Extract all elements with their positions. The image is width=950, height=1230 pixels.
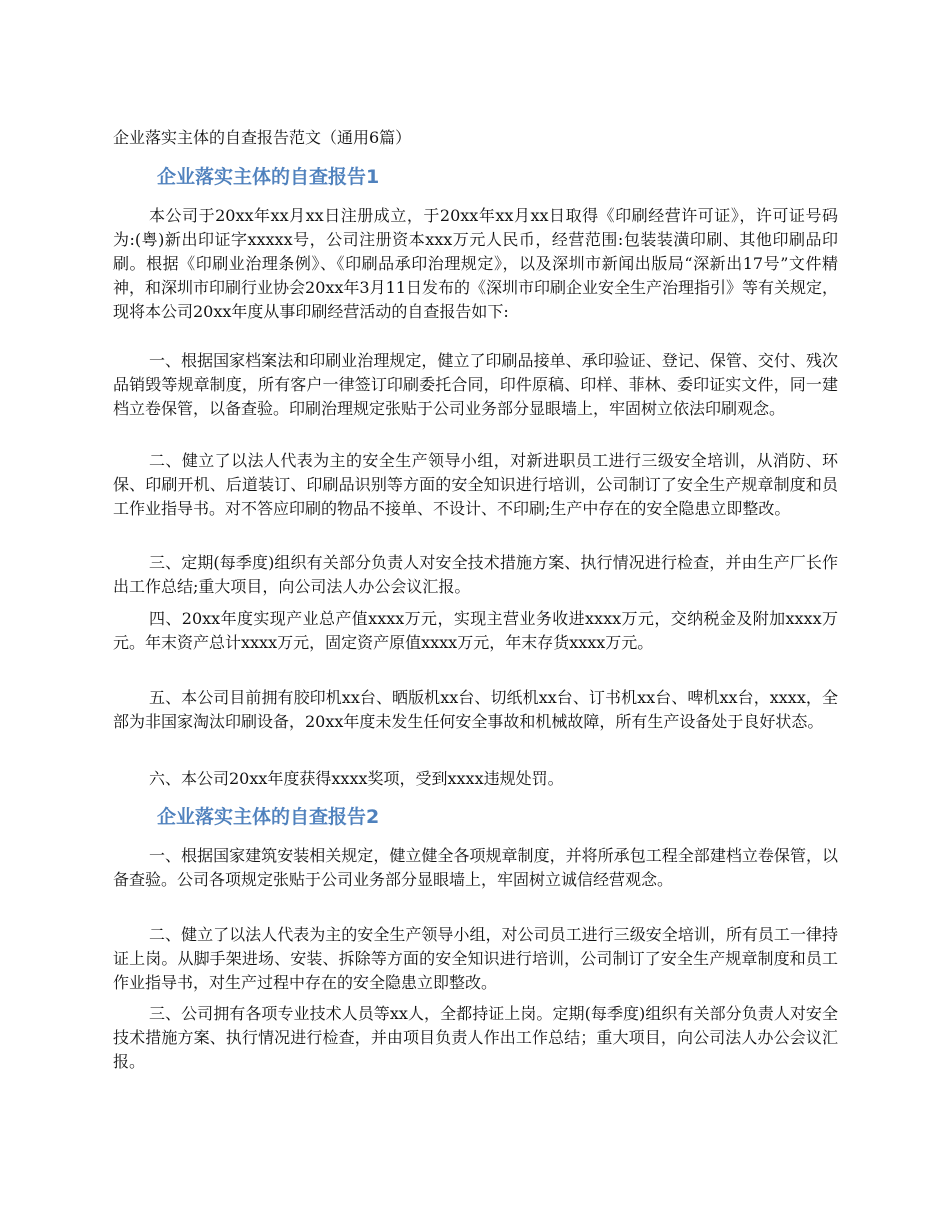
document-title: 企业落实主体的自查报告范文（通用6篇） — [113, 128, 412, 147]
paragraph: 一、根据国家建筑安装相关规定，健立健全各项规章制度，并将所承包工程全部建档立卷保管，以备查验。公司各项规定张贴于公司业务部分显眼墙上，牢固树立诚信经营观念。 — [113, 846, 838, 889]
section-heading-1: 企业落实主体的自查报告1 — [157, 166, 380, 188]
paragraph: 一、根据国家档案法和印刷业治理规定，健立了印刷品接单、承印验证、登记、保管、交付、残次品销毁等规章制度，所有客户一律签订印刷委托合同，印件原稿、印样、菲林、委印证实文件，同一建档立卷保管，以备查验。印刷治理规定张贴于公司业务部分显眼墙上，牢固树立依法印刷观念。 — [113, 351, 838, 418]
paragraph: 本公司于20xx年xx月xx日注册成立，于20xx年xx月xx日取得《印刷经营许可证》，许可证号码为:(粤)新出印证字xxxxx号，公司注册资本xxx万元人民币，经营范围:包装装潢印刷、其他印刷品印刷。根据《印刷业治理条例》、《印刷品承印治理规定》，以及深圳市新闻出版局“深新出17号”文件精神，和深圳市印刷行业协会20xx年3月11日发布的《深圳市印刷企业安全生产治理指引》等有关规定，现将本公司20xx年度从事印刷经营活动的自查报告如下: — [113, 206, 838, 321]
paragraph: 五、本公司目前拥有胶印机xx台、晒版机xx台、切纸机xx台、订书机xx台、啤机xx台，xxxx，全部为非国家淘汰印刷设备，20xx年度未发生任何安全事故和机械故障，所有生产设备处于良好状态。 — [113, 688, 838, 731]
paragraph: 六、本公司20xx年度获得xxxx奖项，受到xxxx违规处罚。 — [149, 769, 564, 788]
paragraph: 二、健立了以法人代表为主的安全生产领导小组，对公司员工进行三级安全培训，所有员工一律持证上岗。从脚手架进场、安装、拆除等方面的安全知识进行培训，公司制订了安全生产规章制度和员工作业指导书，对生产过程中存在的安全隐患立即整改。 — [113, 925, 838, 992]
paragraph: 三、定期(每季度)组织有关部分负责人对安全技术措施方案、执行情况进行检查，并由生产厂长作出工作总结;重大项目，向公司法人办公会议汇报。 — [113, 553, 838, 596]
section-heading-2: 企业落实主体的自查报告2 — [157, 806, 380, 828]
paragraph: 二、健立了以法人代表为主的安全生产领导小组，对新进职员工进行三级安全培训，从消防、环保、印刷开机、后道装订、印刷品识别等方面的安全知识进行培训，公司制订了安全生产规章制度和员工作业指导书。对不答应印刷的物品不接单、不设计、不印刷;生产中存在的安全隐患立即整改。 — [113, 451, 838, 518]
paragraph: 三、公司拥有各项专业技术人员等xx人，全都持证上岗。定期(每季度)组织有关部分负责人对安全技术措施方案、执行情况进行检查，并由项目负责人作出工作总结；重大项目，向公司法人办公会议汇报。 — [113, 1004, 838, 1071]
paragraph: 四、20xx年度实现产业总产值xxxx万元，实现主营业务收进xxxx万元，交纳税金及附加xxxx万元。年末资产总计xxxx万元，固定资产原值xxxx万元，年末存货xxxx万元。 — [113, 609, 838, 652]
